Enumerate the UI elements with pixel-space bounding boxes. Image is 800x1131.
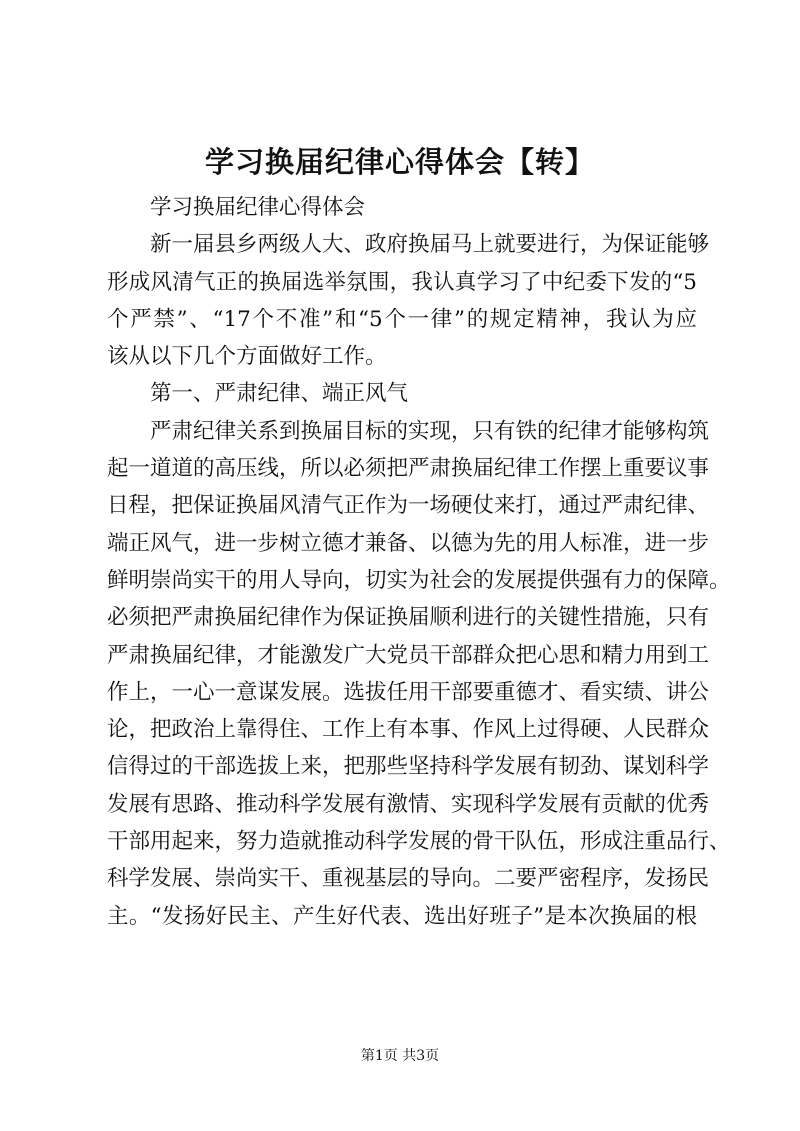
page-footer: 第1页 共3页: [360, 1048, 440, 1064]
text-line: 严肃纪律关系到换届目标的实现，只有铁的纪律才能够构筑: [150, 418, 710, 444]
text-line: 端正风气，进一步树立德才兼备、以德为先的用人标准，进一步: [107, 530, 710, 556]
text-line: 日程，把保证换届风清气正作为一场硬仗来打，通过严肃纪律、: [107, 493, 710, 519]
text-line: 作上，一心一意谋发展。选拔任用干部要重德才、看实绩、讲公: [107, 679, 710, 705]
document-title: 学习换届纪律心得体会【转】: [204, 145, 595, 179]
text-line: 鲜明崇尚实干的用人导向，切实为社会的发展提供强有力的保障。: [107, 567, 731, 593]
text-line: 严肃换届纪律，才能激发广大党员干部群众把心思和精力用到工: [107, 642, 710, 668]
text-line: 信得过的干部选拔上来，把那些坚持科学发展有韧劲、谋划科学: [107, 754, 710, 780]
text-line: 形成风清气正的换届选举氛围，我认真学习了中纪委下发的“5: [107, 269, 697, 295]
text-line: 学习换届纪律心得体会: [150, 195, 366, 220]
text-line: 发展有思路、推动科学发展有激情、实现科学发展有贡献的优秀: [107, 791, 710, 817]
text-line: 必须把严肃换届纪律作为保证换届顺利进行的关键性措施，只有: [107, 605, 710, 631]
text-line: 主。“发扬好民主、产生好代表、选出好班子”是本次换届的根: [107, 903, 697, 929]
text-line: 新一届县乡两级人大、政府换届马上就要进行，为保证能够: [150, 232, 710, 258]
text-line: 论，把政治上靠得住、工作上有本事、作风上过得硬、人民群众: [107, 717, 710, 743]
text-line: 个严禁”、“17个不准”和“5个一律”的规定精神，我认为应: [107, 306, 697, 332]
text-line: 科学发展、崇尚实干、重视基层的导向。二要严密程序，发扬民: [107, 866, 710, 892]
text-line: 干部用起来，努力造就推动科学发展的骨干队伍，形成注重品行、: [107, 829, 731, 855]
text-line: 第一、严肃纪律、端正风气: [150, 381, 409, 407]
text-line: 该从以下几个方面做好工作。: [107, 344, 387, 370]
document-body: [107, 189, 731, 935]
text-line: 起一道道的高压线，所以必须把严肃换届纪律工作摆上重要议事: [107, 456, 710, 482]
